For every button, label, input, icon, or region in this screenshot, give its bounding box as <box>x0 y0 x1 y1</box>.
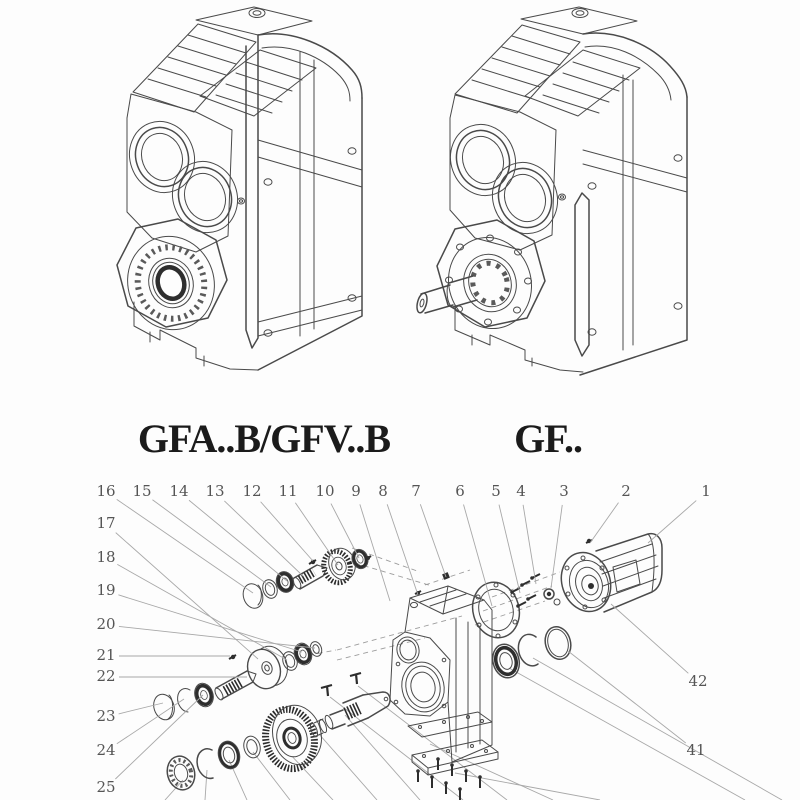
output-gear <box>259 700 328 774</box>
leader-line-11 <box>295 503 338 565</box>
bearing-ring-set <box>489 624 574 681</box>
figure-label-gf: GF.. <box>514 416 582 461</box>
edge-leader-5 <box>319 734 377 800</box>
input-shaft-cluster <box>240 545 371 611</box>
end-cap <box>150 692 177 723</box>
part-number-4: 4 <box>516 482 526 500</box>
part-number-23: 23 <box>96 707 116 725</box>
gear-bores <box>120 94 248 252</box>
part-number-6: 6 <box>455 482 465 500</box>
part-number-2: 2 <box>621 482 631 500</box>
leader-line-23 <box>119 703 163 714</box>
part-number-22: 22 <box>96 667 116 685</box>
part-number-7: 7 <box>411 482 421 500</box>
motor-assembly <box>554 534 662 618</box>
leader-line-13 <box>224 501 303 576</box>
edge-leader-10 <box>455 773 600 800</box>
snap-ring <box>518 634 538 666</box>
motor-shaft <box>588 583 594 589</box>
mounting-feet <box>455 305 583 372</box>
leader-line-17 <box>116 533 258 659</box>
flange-and-fasteners <box>467 574 560 643</box>
part-number-16: 16 <box>96 482 116 500</box>
snap-ring <box>178 689 190 712</box>
part-number-21: 21 <box>96 646 116 664</box>
part-number-42: 42 <box>688 672 708 690</box>
gear-disc <box>243 642 293 693</box>
leader-line-1 <box>648 501 696 543</box>
axis-dash-5 <box>475 601 545 625</box>
front-post <box>246 35 258 348</box>
gear-housing <box>390 572 498 800</box>
helical-gear <box>320 545 360 586</box>
part-number-9: 9 <box>351 482 361 500</box>
leader-line-15 <box>152 500 271 587</box>
leader-line-12 <box>261 502 313 561</box>
leader-line-42 <box>611 604 688 673</box>
front-post <box>575 193 589 356</box>
leader-line-8 <box>387 504 418 595</box>
edge-leader-11 <box>509 668 745 800</box>
leader-line-3 <box>551 505 562 588</box>
figure-gfa-gfv-unit <box>116 7 362 370</box>
exploded-parts-diagram <box>96 482 782 800</box>
shaft-keys <box>321 673 361 696</box>
leader-line-2 <box>590 503 619 543</box>
leader-line-41 <box>568 651 686 743</box>
axis-dash-0 <box>337 616 462 650</box>
leader-line-14 <box>189 500 287 581</box>
part-number-8: 8 <box>378 482 388 500</box>
output-shaft <box>324 692 390 730</box>
hollow-shaft-bearing-flange <box>116 219 227 341</box>
part-number-24: 24 <box>96 741 116 759</box>
edge-leader-1 <box>205 770 207 800</box>
ball-bearing <box>164 753 199 793</box>
bottom-cover <box>412 740 498 775</box>
part-number-15: 15 <box>132 482 152 500</box>
part-number-3: 3 <box>559 482 569 500</box>
filler-plug <box>572 9 588 18</box>
leader-line-20 <box>119 626 315 648</box>
output-flange <box>437 220 545 339</box>
leader-line-16 <box>117 499 253 593</box>
end-cap <box>240 581 266 611</box>
leader-line-7 <box>420 504 446 577</box>
edge-leader-12 <box>533 658 782 800</box>
leader-line-5 <box>499 505 520 593</box>
lifting-eye <box>411 602 418 607</box>
bolt-hole <box>348 148 356 154</box>
part-number-1: 1 <box>701 482 711 500</box>
part-number-12: 12 <box>242 482 262 500</box>
part-number-20: 20 <box>96 615 116 633</box>
washer <box>241 734 262 759</box>
bearing-left <box>192 681 217 709</box>
leader-line-4 <box>523 505 536 584</box>
snap-ring <box>197 749 213 779</box>
bushing <box>544 589 560 605</box>
set-screw <box>229 655 236 659</box>
part-number-10: 10 <box>315 482 335 500</box>
part-number-11: 11 <box>278 482 298 500</box>
part-number-18: 18 <box>96 548 116 566</box>
filler-plug <box>249 9 265 18</box>
part-number-14: 14 <box>169 482 189 500</box>
part-number-19: 19 <box>96 581 116 599</box>
leader-line-25 <box>115 695 203 779</box>
terminal-box <box>613 560 640 592</box>
figure-label-gfa-gfv: GFA..B/GFV..B <box>137 416 391 461</box>
part-number-5: 5 <box>491 482 501 500</box>
part-number-25: 25 <box>96 778 116 796</box>
part-number-17: 17 <box>96 514 116 532</box>
oil-seal <box>215 739 243 771</box>
gear-bores <box>441 95 568 250</box>
figure-gf-unit <box>415 7 687 375</box>
leader-line-18 <box>117 564 287 660</box>
part-number-13: 13 <box>205 482 225 500</box>
part-number-41: 41 <box>686 741 706 759</box>
